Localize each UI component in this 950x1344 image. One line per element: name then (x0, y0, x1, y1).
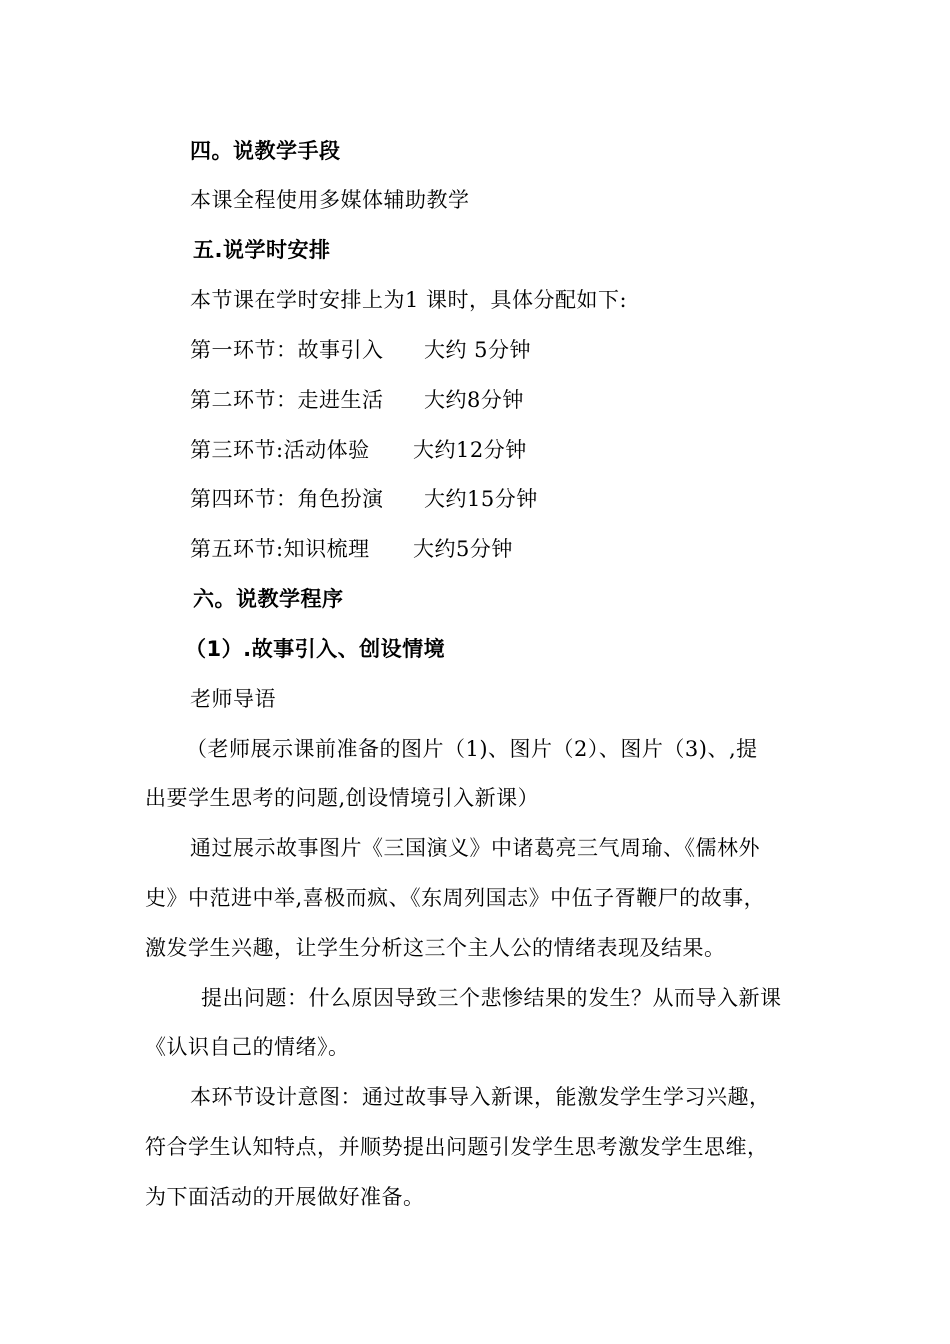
schedule-step-1: 第一环节：故事引入 (190, 338, 384, 362)
paragraph-1-line-1: （老师展示课前准备的图片（1)、图片（2）、图片（3)、,提 (186, 737, 758, 761)
schedule-time-1: 大约 5分钟 (424, 338, 532, 362)
paragraph-4-line-1: 本环节设计意图：通过故事导入新课，能激发学生学习兴趣， (190, 1085, 771, 1109)
paragraph-4-line-3: 为下面活动的开展做好准备。 (145, 1185, 425, 1209)
schedule-step-5: 第五环节:知识梳理 (190, 537, 370, 561)
section6-heading: 六。说教学程序 (193, 587, 344, 611)
schedule-step-2: 第二环节：走进生活 (190, 388, 384, 412)
teacher-intro-label: 老师导语 (190, 687, 276, 711)
paragraph-2-line-1: 通过展示故事图片《三国演义》中诸葛亮三气周瑜、《儒林外 (190, 836, 760, 860)
section4-heading: 四。说教学手段 (190, 139, 341, 163)
paragraph-2-line-3: 激发学生兴趣，让学生分析这三个主人公的情绪表现及结果。 (145, 936, 726, 960)
section4-text: 本课全程使用多媒体辅助教学 (190, 188, 470, 212)
schedule-step-4: 第四环节：角色扮演 (190, 487, 384, 511)
paragraph-3-line-2: 《认识自己的情绪》。 (145, 1035, 350, 1059)
section5-heading: 五.说学时安排 (193, 238, 331, 262)
schedule-time-2: 大约8分钟 (424, 388, 524, 412)
schedule-time-3: 大约12分钟 (413, 438, 527, 462)
section6-sub1-heading: （1）.故事引入、创设情境 (185, 637, 446, 661)
schedule-time-5: 大约5分钟 (413, 537, 513, 561)
paragraph-3-line-1: 提出问题：什么原因导致三个悲惨结果的发生？从而导入新课 (201, 986, 782, 1010)
section5-intro: 本节课在学时安排上为1 课时，具体分配如下: (190, 288, 628, 312)
schedule-time-4: 大约15分钟 (424, 487, 538, 511)
schedule-step-3: 第三环节:活动体验 (190, 438, 370, 462)
paragraph-1-line-2: 出要学生思考的问题,创设情境引入新课） (145, 786, 540, 810)
paragraph-2-line-2: 史》中范进中举,喜极而疯、《东周列国志》中伍子胥鞭尸的故事， (145, 886, 766, 910)
paragraph-4-line-2: 符合学生认知特点，并顺势提出问题引发学生思考激发学生思维， (145, 1135, 769, 1159)
